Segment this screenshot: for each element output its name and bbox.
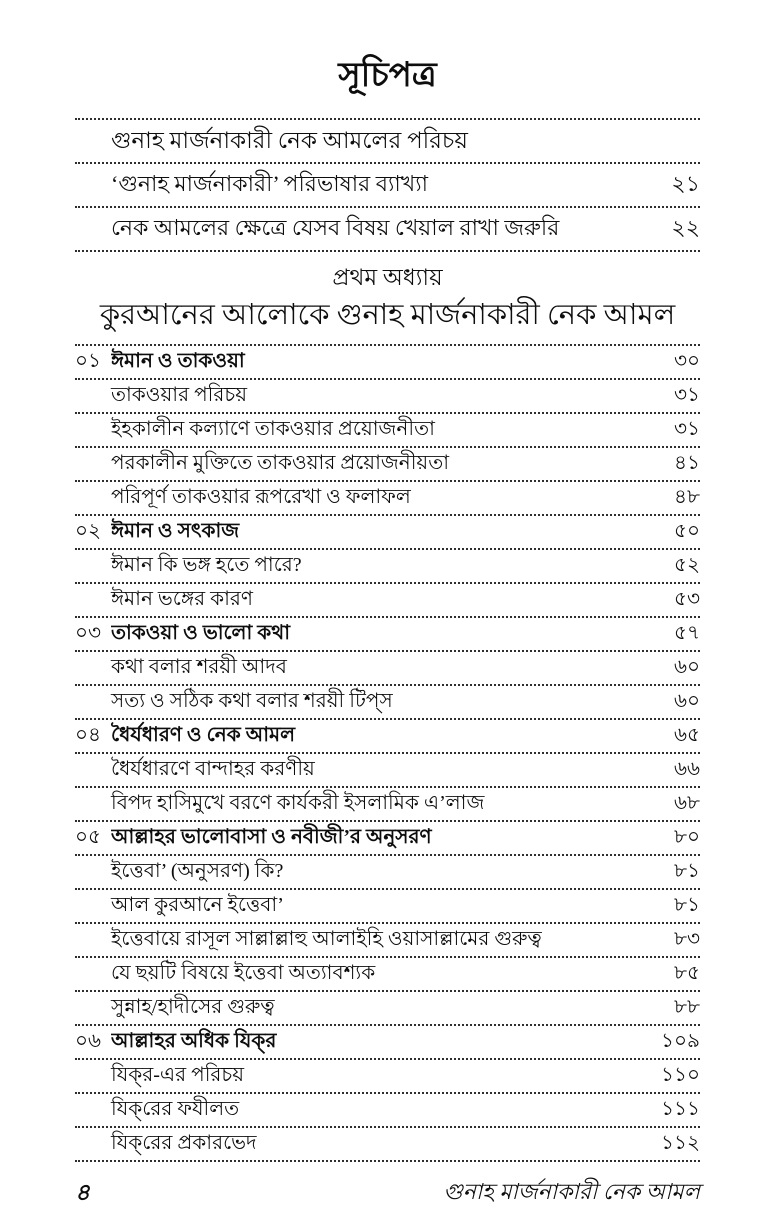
toc-entry-page-number: ৮৮ xyxy=(674,995,700,1018)
toc-entry-label: ঈমান ভঙ্গের কারণ xyxy=(111,587,253,610)
toc-chapter-row xyxy=(75,720,700,754)
toc-entry-label: ধৈর্যধারণে বান্দাহর করণীয় xyxy=(111,757,315,780)
toc-entry-label: পরিপূর্ণ তাকওয়ার রূপরেখা ও ফলাফল xyxy=(111,485,411,508)
toc-entry-page-number: ৬৬ xyxy=(673,757,700,780)
toc-sub-row xyxy=(75,380,700,414)
toc-sub-row xyxy=(75,856,700,890)
toc-entry-page-number: ৬৫ xyxy=(674,723,700,746)
toc-entry-page-number: ৮৫ xyxy=(674,961,700,984)
toc-sub-row xyxy=(75,1060,700,1094)
toc-entry-page-number: ৮১ xyxy=(674,893,700,916)
page-footer xyxy=(75,1174,700,1208)
toc-entry-label: যিক্‌রের প্রকারভেদ xyxy=(111,1131,257,1154)
toc-entry-page-number: ৬০ xyxy=(673,655,700,678)
toc-entry-page-number: ১০৯ xyxy=(661,1029,700,1052)
toc-entry-label: ‘গুনাহ মার্জনাকারী’ পরিভাষার ব্যাখ্যা xyxy=(111,170,428,196)
toc-entry-page-number: ১১২ xyxy=(661,1131,700,1154)
toc-entry-label: ঈমান কি ভঙ্গ হতে পারে? xyxy=(111,553,302,576)
toc-sub-row xyxy=(75,164,700,208)
part-heading-chapter-label: প্রথম অধ্যায় xyxy=(332,265,443,290)
part-heading-title: কুরআনের আলোকে গুনাহ মার্জনাকারী নেক আমল xyxy=(99,299,676,331)
footer-book-title: গুনাহ মার্জনাকারী নেক আমল xyxy=(443,1179,700,1204)
toc-sub-row xyxy=(75,992,700,1026)
chapter-number: ০৩ xyxy=(75,621,102,644)
toc-entry-page-number: ৫০ xyxy=(674,519,700,542)
toc-sub-row xyxy=(75,686,700,720)
chapter-number: ০৫ xyxy=(75,825,101,848)
toc-entry-label: যে ছয়টি বিষয়ে ইত্তেবা অত্যাবশ্যক xyxy=(111,961,376,984)
toc-entry-page-number: ৫৭ xyxy=(674,621,700,644)
toc-entry-page-number: ৮৩ xyxy=(674,927,700,950)
toc-chapter-group xyxy=(75,344,700,1162)
toc-entry-label: পরকালীন মুক্তিতে তাকওয়ার প্রয়োজনীয়তা xyxy=(111,451,450,474)
toc-entry-label: যিক্‌র-এর পরিচয় xyxy=(111,1063,244,1086)
toc-sub-row xyxy=(75,414,700,448)
toc-sub-row xyxy=(75,924,700,958)
toc-chapter-row xyxy=(75,822,700,856)
toc-entry-label: সত্য ও সঠিক কথা বলার শরয়ী টিপ্‌স xyxy=(111,689,393,712)
toc-entry-label: তাকওয়ার পরিচয় xyxy=(111,383,247,406)
toc-entry-label: আল্লাহর অধিক যিক্‌র xyxy=(111,1029,277,1052)
toc-entry-page-number: ১১১ xyxy=(661,1097,700,1120)
toc-entry-label: ইহকালীন কল্যাণে তাকওয়ার প্রয়োজনীতা xyxy=(111,417,435,440)
chapter-number: ০১ xyxy=(75,349,101,372)
toc-sub-row xyxy=(75,1094,700,1128)
toc-entry-label: বিপদ হাসিমুখে বরণে কার্যকরী ইসলামিক এ’লাজ xyxy=(111,791,485,814)
toc-entry-label: নেক আমলের ক্ষেত্রে যেসব বিষয় খেয়াল রাখা জরুরি xyxy=(111,214,560,240)
toc-chapter-row xyxy=(75,346,700,380)
toc-entry-page-number: ৫৩ xyxy=(674,587,700,610)
toc-sub-row xyxy=(75,584,700,618)
toc-entry-page-number: ৬০ xyxy=(673,689,700,712)
toc-entry-label: ইত্তেবা’ (অনুসরণ) কি? xyxy=(111,859,284,882)
part-heading xyxy=(75,252,700,344)
page-title: সূচিপত্র xyxy=(338,57,437,94)
toc-entry-page-number: ৫২ xyxy=(674,553,700,576)
chapter-number: ০৪ xyxy=(75,723,101,746)
toc-entry-label: গুনাহ মার্জনাকারী নেক আমলের পরিচয় xyxy=(111,127,468,153)
toc-entry-page-number: ৩১ xyxy=(674,417,700,440)
toc-sub-row xyxy=(75,482,700,516)
toc-chapter-row xyxy=(75,1026,700,1060)
chapter-number: ০২ xyxy=(75,519,102,542)
toc-sub-row xyxy=(75,1128,700,1162)
toc-intro-group xyxy=(75,118,700,252)
toc-entry-label: আল কুরআনে ইত্তেবা’ xyxy=(111,893,284,916)
toc-entry-page-number: ৩০ xyxy=(673,349,700,372)
toc-section-header-row xyxy=(75,120,700,164)
toc-entry-label: ইত্তেবায়ে রাসূল সাল্লাল্লাহু আলাইহি ওয়াসাল্লামের গুরুত্ব xyxy=(111,927,542,950)
toc-entry-label: আল্লাহর ভালোবাসা ও নবীজী’র অনুসরণ xyxy=(111,825,432,848)
toc-entry-label: কথা বলার শরয়ী আদব xyxy=(111,655,287,678)
toc-entry-page-number: ৮০ xyxy=(674,825,700,848)
footer-page-number: ৪ xyxy=(75,1180,90,1205)
chapter-number: ০৬ xyxy=(75,1029,102,1052)
toc-entry-page-number: ৪১ xyxy=(674,451,700,474)
toc-entry-label: তাকওয়া ও ভালো কথা xyxy=(111,621,291,644)
toc-entry-page-number: ২১ xyxy=(671,170,700,196)
toc-sub-row xyxy=(75,890,700,924)
toc-entry-page-number: ৪৮ xyxy=(674,485,700,508)
toc-entry-page-number: ৬৮ xyxy=(674,791,700,814)
toc-sub-row xyxy=(75,754,700,788)
toc-entry-label: ঈমান ও তাকওয়া xyxy=(111,349,245,372)
toc-sub-row xyxy=(75,448,700,482)
toc-entry-page-number: ৩১ xyxy=(674,383,700,406)
toc-entry-page-number: ২২ xyxy=(671,214,700,240)
toc-sub-row xyxy=(75,958,700,992)
toc-entry-label: সুন্নাহ/হাদীসের গুরুত্ব xyxy=(111,995,275,1018)
toc-entry-label: ঈমান ও সৎকাজ xyxy=(111,519,240,542)
toc-sub-row xyxy=(75,788,700,822)
toc-sub-row xyxy=(75,550,700,584)
toc-sub-row xyxy=(75,652,700,686)
toc-chapter-row xyxy=(75,618,700,652)
toc-entry-label: যিক্‌রের ফযীলত xyxy=(111,1097,240,1120)
toc-chapter-row xyxy=(75,516,700,550)
toc-entry-page-number: ১১০ xyxy=(661,1063,700,1086)
toc-entry-label: ধৈর্যধারণ ও নেক আমল xyxy=(111,723,296,746)
toc-entry-page-number: ৮১ xyxy=(674,859,700,882)
toc-sub-row xyxy=(75,208,700,252)
